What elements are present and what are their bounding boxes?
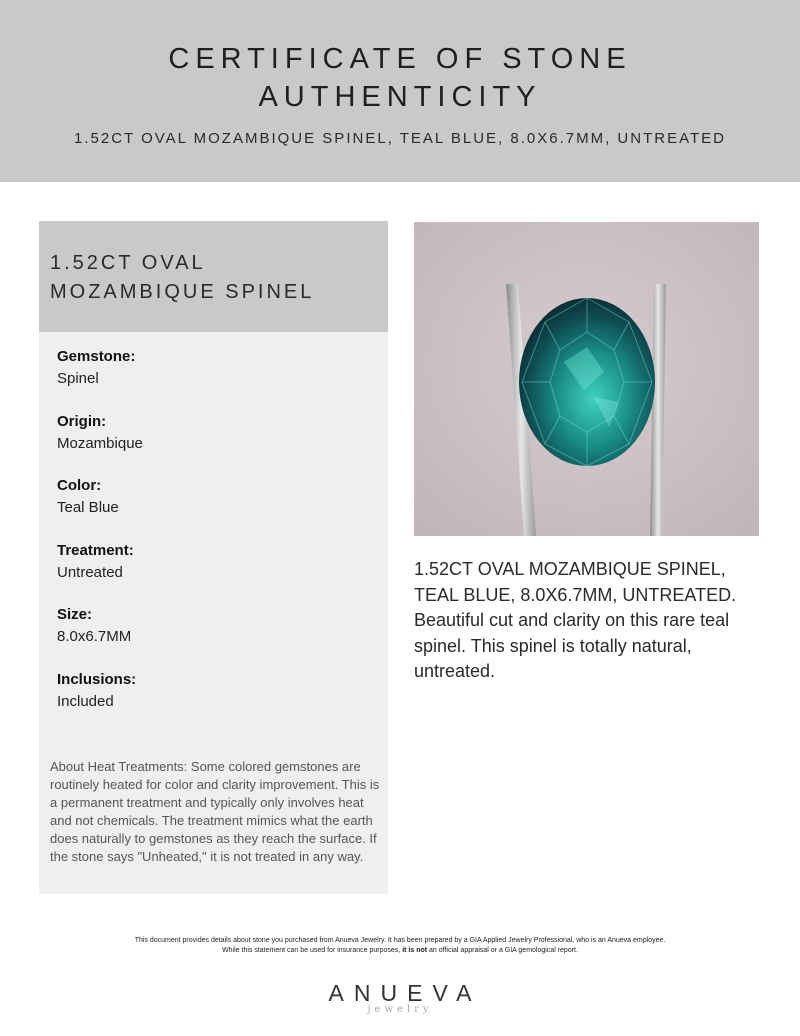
spec-label: Origin: xyxy=(57,412,107,430)
logo-name: ANUEVA xyxy=(328,980,482,1006)
spec-origin xyxy=(57,411,388,476)
disclaimer-text: While this statement can be used for insurance purposes, xyxy=(222,947,403,954)
stone-details-title-line-1: 1.52CT OVAL xyxy=(50,252,206,274)
disclaimer-emphasis: it is not xyxy=(402,947,428,954)
spec-treatment xyxy=(57,540,388,605)
stone-details-panel xyxy=(39,221,388,894)
heat-treatment-note: About Heat Treatments: Some colored gemstones are routinely heated for color and clarity improvement. This is a permanent treatment and typically only involves heat and not chemicals. The treatment mimics what the earth does naturally to gemstones as they reach the surface. If the stone says "Unheated," it is not treated in any way. xyxy=(50,759,380,864)
disclaimer-text: an official appraisal or a GIA gemological report. xyxy=(427,947,578,954)
spec-list xyxy=(39,332,388,734)
spec-color xyxy=(57,475,388,540)
spec-value: Untreated xyxy=(57,563,123,581)
certificate-header xyxy=(0,0,800,182)
spec-gemstone xyxy=(57,346,388,411)
logo-subtitle: jewelry xyxy=(367,1004,433,1015)
certificate-title-line-1: CERTIFICATE OF STONE xyxy=(168,43,632,75)
stone-description: 1.52CT OVAL MOZAMBIQUE SPINEL, TEAL BLUE, 8.0X6.7MM, UNTREATED. Beautiful cut and clarity on this rare teal spinel. This spinel is totally natural, untreated. xyxy=(414,559,737,681)
spec-label: Gemstone: xyxy=(57,348,136,365)
certificate-subtitle: 1.52CT OVAL MOZAMBIQUE SPINEL, TEAL BLUE, 8.0X6.7MM, UNTREATED xyxy=(74,130,726,147)
certificate-title-line-2: AUTHENTICITY xyxy=(258,81,542,113)
spec-label: Color: xyxy=(57,477,102,495)
disclaimer-line-1: This document provides details about stone you purchased from Anueva Jewelry. It has been prepared by a GIA Applied Jewelry Professional, who is an Anueva employee. xyxy=(134,937,666,944)
spinel-gemstone-photo xyxy=(414,222,759,536)
disclaimer xyxy=(0,936,800,956)
spec-value: Included xyxy=(57,692,114,710)
stone-details-title-line-2: MOZAMBIQUE SPINEL xyxy=(50,281,315,303)
spec-label: Size: xyxy=(57,606,93,624)
spec-inclusions xyxy=(57,669,388,734)
disclaimer-line-2 xyxy=(0,946,800,956)
spec-value: Mozambique xyxy=(57,434,143,452)
spec-value: 8.0x6.7MM xyxy=(57,628,132,646)
certificate-title xyxy=(0,0,800,116)
spec-label: Treatment: xyxy=(57,541,134,559)
spinel-gemstone-icon xyxy=(414,222,759,536)
spec-size xyxy=(57,604,388,669)
spec-value: Spinel xyxy=(57,370,99,387)
stone-details-title xyxy=(39,221,388,332)
anueva-logo xyxy=(0,980,800,1016)
spec-value: Teal Blue xyxy=(57,499,119,517)
spec-label: Inclusions: xyxy=(57,670,137,688)
